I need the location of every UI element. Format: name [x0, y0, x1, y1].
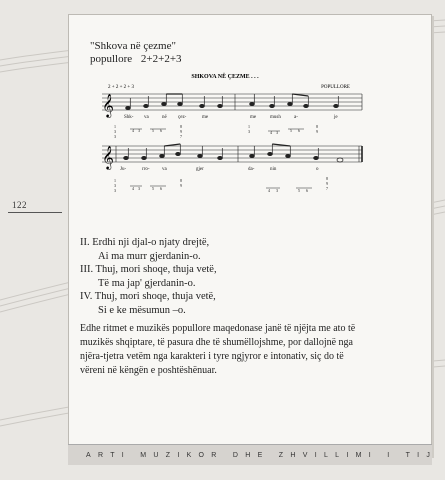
song-meter: 2+2+2+3 — [140, 53, 182, 65]
svg-text:3: 3 — [276, 130, 278, 135]
verse-line: Si e ke mësumun –o. — [98, 304, 186, 316]
svg-text:va: va — [162, 167, 167, 172]
svg-text:1: 1 — [114, 124, 116, 129]
body-paragraph: Edhe ritmet e muzikës popullore maqedonase janë të njëjta me ato të muzikës shqiptare, të pasura dhe të shumëllojshme, por dallojnë nga njëra-tjetra vetëm nga karakteri i tyre ngjyror e intonativ, siç do të vëreni në këngën e poshtëshënuar. — [80, 323, 356, 376]
svg-text:6: 6 — [298, 128, 300, 133]
treble-clef-icon: 𝄞 — [102, 95, 114, 117]
svg-text:5: 5 — [152, 128, 154, 133]
treble-clef-icon-2: 𝄞 — [102, 147, 114, 169]
svg-text:7: 7 — [180, 134, 182, 139]
svg-text:3: 3 — [138, 128, 140, 133]
footer-running-title: ARTI MUZIKOR DHE ZHVILLIMI I TIJ — [86, 452, 438, 459]
svg-text:9: 9 — [180, 129, 182, 134]
staff-2-notes — [124, 144, 343, 162]
svg-text:8: 8 — [316, 124, 318, 129]
svg-text:me: me — [250, 115, 257, 120]
svg-text:4: 4 — [132, 186, 134, 191]
svg-text:3: 3 — [114, 183, 116, 188]
staff-1 — [102, 94, 362, 110]
svg-text:në: në — [162, 115, 167, 120]
song-title — [90, 40, 188, 66]
svg-text:da-: da- — [248, 167, 255, 172]
svg-text:6: 6 — [160, 128, 162, 133]
svg-text:çez-: çez- — [178, 115, 187, 120]
svg-text:9: 9 — [326, 181, 328, 186]
svg-text:9: 9 — [180, 183, 182, 188]
svg-text:5: 5 — [298, 188, 300, 193]
score-meter: 2 + 2 + 2 + 3 — [108, 85, 134, 90]
svg-text:6: 6 — [306, 188, 308, 193]
page-number: 122 — [12, 200, 27, 210]
song-title-text: "Shkova në çezme" — [90, 40, 176, 52]
verse-line: Ai ma murr gjerdanin-o. — [98, 250, 201, 262]
svg-text:3: 3 — [114, 129, 116, 134]
svg-text:8: 8 — [326, 176, 328, 181]
svg-text:Shk-: Shk- — [124, 115, 134, 120]
svg-text:3: 3 — [138, 186, 140, 191]
staff-1-lyrics — [124, 115, 338, 120]
verse-line: IV. Thuj, mori shoqe, thuja vetë, — [80, 291, 216, 302]
svg-text:1: 1 — [248, 124, 250, 129]
verse-line: III. Thuj, mori shoqe, thuja vetë, — [80, 264, 217, 275]
staff-2 — [102, 146, 362, 162]
svg-text:6: 6 — [160, 186, 162, 191]
music-score — [80, 70, 370, 215]
verse-line: II. Erdhi nji djal-o njaty drejtë, — [80, 237, 210, 248]
svg-text:4: 4 — [268, 188, 270, 193]
svg-text:8: 8 — [180, 124, 182, 129]
svg-text:3: 3 — [248, 129, 250, 134]
svg-text:gjer: gjer — [196, 167, 204, 172]
svg-text:nin: nin — [270, 167, 277, 172]
svg-text:8: 8 — [180, 178, 182, 183]
score-heading: SHKOVA NË ÇEZME . . . — [191, 74, 259, 80]
svg-text:a-: a- — [294, 115, 298, 120]
verse-line: Të ma jap' gjerdanin-o. — [98, 277, 196, 289]
staff-2-lyrics — [120, 167, 319, 172]
svg-text:o: o — [316, 167, 319, 172]
verses — [80, 236, 217, 317]
svg-text:va: va — [144, 115, 149, 120]
svg-text:3: 3 — [114, 134, 116, 139]
svg-text:4: 4 — [270, 130, 272, 135]
svg-text:5: 5 — [290, 128, 292, 133]
svg-text:Ju-: Ju- — [120, 167, 127, 172]
svg-text:mush: mush — [270, 115, 281, 120]
score-tag: POPULLORE — [321, 85, 350, 90]
song-origin: popullore — [90, 53, 133, 65]
svg-text:3: 3 — [276, 188, 278, 193]
svg-text:5: 5 — [152, 186, 154, 191]
svg-text:9: 9 — [316, 129, 318, 134]
svg-text:me: me — [202, 115, 209, 120]
svg-text:3: 3 — [114, 188, 116, 193]
svg-text:7: 7 — [326, 186, 328, 191]
svg-text:je: je — [334, 115, 338, 120]
rhythm-block-2 — [114, 176, 328, 193]
rhythm-block-1 — [114, 124, 318, 139]
svg-text:4: 4 — [132, 128, 134, 133]
page-number-rule — [8, 212, 62, 213]
svg-text:rro-: rro- — [142, 167, 150, 172]
svg-text:1: 1 — [114, 178, 116, 183]
